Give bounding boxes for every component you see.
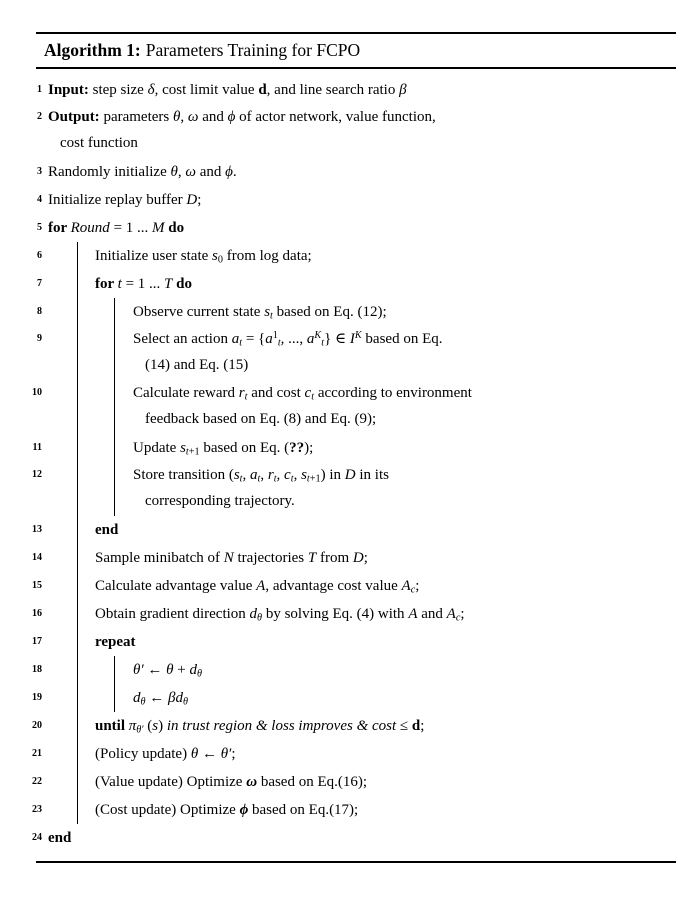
line-number: 10 (32, 386, 42, 398)
algorithm-label: Algorithm 1: (44, 40, 141, 61)
line-text: Store transition (st, at, rt, ct, st+1) in D in its corresponding trajectory. (133, 466, 389, 509)
algorithm-body (28, 69, 676, 861)
line-text: until πθ′ (s) in trust region & loss improves & cost ≤ d; (95, 717, 425, 736)
algo-line-8 (28, 298, 676, 326)
line-content (48, 104, 676, 158)
line-content (48, 380, 676, 434)
bottom-rule (36, 861, 676, 863)
algo-line-18 (28, 656, 676, 684)
line-text: θ′ ← θ + dθ (133, 661, 203, 680)
algo-line-1 (28, 76, 676, 104)
algo-line-21 (28, 740, 676, 768)
algo-line-5 (28, 214, 676, 242)
block-indent-guide-1 (77, 684, 676, 712)
block-indent-guide-2 (114, 434, 676, 462)
line-number: 8 (37, 305, 42, 317)
line-number: 6 (37, 249, 42, 261)
line-number: 4 (37, 193, 42, 205)
line-text: end (48, 829, 72, 846)
line-content (48, 214, 676, 242)
line-text: (Cost update) Optimize ϕ based on Eq.(17); (95, 801, 359, 818)
line-number: 23 (32, 803, 42, 815)
line-number: 14 (32, 551, 42, 563)
line-number: 17 (32, 635, 42, 647)
algo-line-7 (28, 270, 676, 298)
line-number: 16 (32, 607, 42, 619)
line-content (48, 242, 676, 270)
line-number: 2 (37, 110, 42, 122)
block-indent-guide-1 (77, 298, 676, 326)
algo-line-19 (28, 684, 676, 712)
line-text: Initialize replay buffer D; (48, 191, 202, 208)
block-indent-guide-1 (77, 380, 676, 434)
block-indent-guide-1 (77, 768, 676, 796)
block-indent-guide-2 (114, 298, 676, 326)
line-text: Input: step size δ, cost limit value d, and line search ratio β (48, 81, 407, 98)
line-text: Sample minibatch of N trajectories T from D; (95, 549, 368, 566)
line-number: 1 (37, 83, 42, 95)
algo-line-10 (28, 380, 676, 434)
line-text: (Policy update) θ ← θ′; (95, 745, 236, 762)
algo-line-11 (28, 434, 676, 462)
line-text: (Value update) Optimize ω based on Eq.(16); (95, 773, 368, 790)
line-number: 3 (37, 165, 42, 177)
block-indent-guide-1 (77, 516, 676, 544)
line-content (48, 270, 676, 298)
block-indent-guide-2 (114, 462, 676, 516)
algo-line-14 (28, 544, 676, 572)
block-indent-guide-1 (77, 572, 676, 600)
block-indent-guide-1 (77, 462, 676, 516)
line-content (48, 684, 676, 712)
algo-line-6 (28, 242, 676, 270)
line-text: Obtain gradient direction dθ by solving Eq. (4) with A and Ac; (95, 605, 465, 624)
line-content (48, 186, 676, 214)
line-number: 11 (32, 441, 42, 453)
line-text: for t = 1 ... T do (95, 275, 192, 292)
algo-line-3 (28, 158, 676, 186)
block-indent-guide-2 (114, 656, 676, 684)
line-number: 15 (32, 579, 42, 591)
line-text: Calculate reward rt and cost ct according to environment feedback based on Eq. (8) and Eq. (9); (133, 384, 472, 427)
block-indent-guide-1 (77, 628, 676, 656)
block-indent-guide-2 (114, 380, 676, 434)
line-text: Output: parameters θ, ω and ϕ of actor network, value function, cost function (48, 108, 436, 151)
line-number: 5 (37, 221, 42, 233)
algorithm-title: Parameters Training for FCPO (145, 40, 361, 61)
line-content (48, 796, 676, 824)
algo-line-2 (28, 104, 676, 158)
algorithm-header (28, 34, 676, 67)
line-content (48, 628, 676, 656)
algo-line-9 (28, 326, 676, 380)
block-indent-guide-1 (77, 656, 676, 684)
algo-line-15 (28, 572, 676, 600)
line-content (48, 326, 676, 380)
algo-line-22 (28, 768, 676, 796)
line-content (48, 572, 676, 600)
line-content (48, 824, 676, 852)
block-indent-guide-1 (77, 434, 676, 462)
block-indent-guide-1 (77, 712, 676, 740)
line-number: 24 (32, 831, 42, 843)
line-text: Randomly initialize θ, ω and ϕ. (48, 163, 237, 180)
line-content (48, 600, 676, 628)
line-text: dθ ← βdθ (133, 689, 189, 708)
line-text: Observe current state st based on Eq. (12); (133, 303, 387, 322)
line-content (48, 298, 676, 326)
line-number: 19 (32, 691, 42, 703)
algo-line-23 (28, 796, 676, 824)
line-content (48, 740, 676, 768)
line-text: Select an action at = {$a^1t$, ..., $a^Kt$} ∈ $I^K$ based on Eq. (14) and Eq. (15) (133, 329, 443, 373)
line-content (48, 656, 676, 684)
line-content (48, 544, 676, 572)
line-number: 7 (37, 277, 42, 289)
block-indent-guide-1 (77, 600, 676, 628)
block-indent-guide-1 (77, 326, 676, 380)
line-number: 9 (37, 332, 42, 344)
block-indent-guide-1 (77, 270, 676, 298)
line-content (48, 516, 676, 544)
line-content (48, 158, 676, 186)
line-text: Update st+1 based on Eq. (??); (133, 439, 314, 458)
algo-line-17 (28, 628, 676, 656)
line-content (48, 768, 676, 796)
line-content (48, 76, 676, 104)
block-indent-guide-2 (114, 684, 676, 712)
line-text: end (95, 521, 119, 538)
line-number: 22 (32, 775, 42, 787)
algo-line-13 (28, 516, 676, 544)
line-number: 13 (32, 523, 42, 535)
algo-line-24 (28, 824, 676, 852)
line-number: 12 (32, 468, 42, 480)
algo-line-16 (28, 600, 676, 628)
algorithm-box (28, 32, 676, 863)
line-number: 20 (32, 719, 42, 731)
line-text: repeat (95, 633, 136, 650)
algo-line-4 (28, 186, 676, 214)
algo-line-12 (28, 462, 676, 516)
block-indent-guide-1 (77, 242, 676, 270)
line-number: 21 (32, 747, 42, 759)
line-content (48, 462, 676, 516)
line-text: Initialize user state s0 from log data; (95, 247, 312, 266)
block-indent-guide-1 (77, 740, 676, 768)
line-content (48, 434, 676, 462)
line-number: 18 (32, 663, 42, 675)
algo-line-20 (28, 712, 676, 740)
line-content (48, 712, 676, 740)
block-indent-guide-2 (114, 326, 676, 380)
block-indent-guide-1 (77, 796, 676, 824)
block-indent-guide-1 (77, 544, 676, 572)
line-text: for Round = 1 ... M do (48, 219, 185, 236)
line-text: Calculate advantage value A, advantage cost value Ac; (95, 577, 420, 596)
